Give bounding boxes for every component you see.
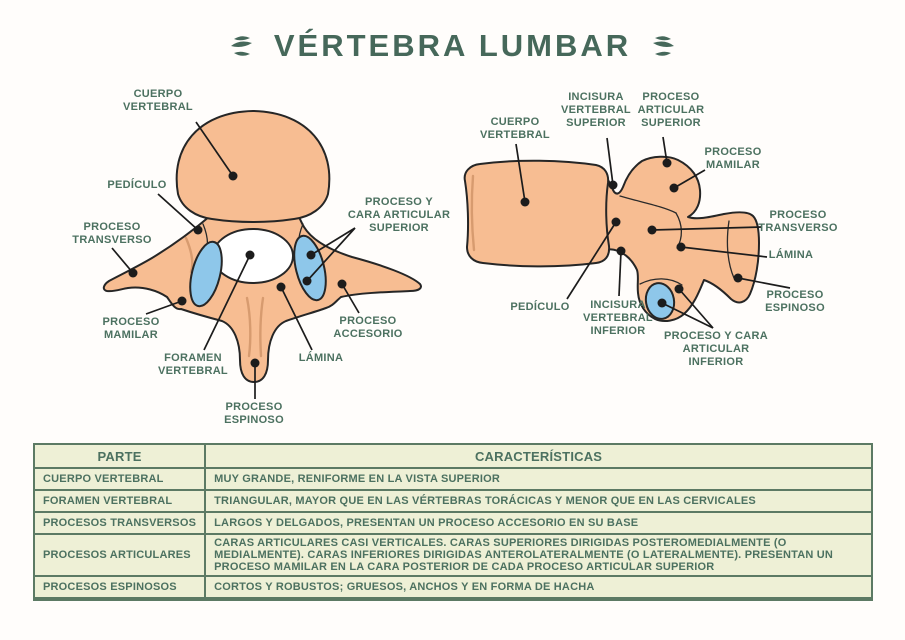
- page-title: VÉRTEBRA LUMBAR: [273, 28, 632, 63]
- label-cuerpo-vertebral-superior: CUERPO VERTEBRAL: [123, 88, 193, 114]
- label-lamina-superior: LÁMINA: [298, 352, 344, 364]
- label-proceso-mamilar-superior: PROCESO MAMILAR: [102, 316, 160, 342]
- table-row: PROCESOS ARTICULARES CARAS ARTICULARES CASI VERTICALES. CARAS SUPERIORES DIRIGIDAS POSTEROMEDIALMENTE (O MEDIALMENTE). CARAS INFERIORES DIRIGIDAS ANTEROLATERALMENTE (O LATERALMENTE). PRESENTAN UN PROCESO MAMILAR EN LA CARA POSTERIOR DE CADA PROCESO ARTICULAR SUPERIOR: [34, 534, 872, 576]
- characteristics-table: [33, 443, 873, 601]
- label-pediculo-superior: PEDÍCULO: [107, 179, 167, 191]
- label-proceso-articular-superior: PROCESO ARTICULAR SUPERIOR: [637, 91, 705, 130]
- label-proceso-accesorio: PROCESO ACCESORIO: [333, 315, 403, 341]
- label-incisura-vertebral-inferior: INCISURA VERTEBRAL INFERIOR: [583, 299, 653, 338]
- table-row: PROCESOS ESPINOSOS CORTOS Y ROBUSTOS; GRUESOS, ANCHOS Y EN FORMA DE HACHA: [34, 576, 872, 599]
- header-caracteristicas: CARACTERÍSTICAS: [205, 444, 872, 468]
- label-proceso-espinoso-superior: PROCESO ESPINOSO: [224, 401, 284, 427]
- table-row: CUERPO VERTEBRAL MUY GRANDE, RENIFORME EN LA VISTA SUPERIOR: [34, 468, 872, 490]
- label-proceso-espinoso-lateral: PROCESO ESPINOSO: [765, 289, 825, 315]
- table-row: PROCESOS TRANSVERSOS LARGOS Y DELGADOS, PRESENTAN UN PROCESO ACCESORIO EN SU BASE: [34, 512, 872, 534]
- label-proceso-transverso-superior: PROCESO TRANSVERSO: [72, 221, 152, 247]
- table-header-row: [34, 444, 872, 468]
- label-proceso-transverso-lateral: PROCESO TRANSVERSO: [758, 209, 838, 235]
- table-row: FORAMEN VERTEBRAL TRIANGULAR, MAYOR QUE EN LAS VÉRTEBRAS TORÁCICAS Y MENOR QUE EN LAS CERVICALES: [34, 490, 872, 512]
- label-lamina-lateral: LÁMINA: [768, 249, 814, 261]
- header-parte: PARTE: [34, 444, 205, 468]
- label-incisura-vertebral-superior: INCISURA VERTEBRAL SUPERIOR: [561, 91, 631, 130]
- label-proceso-cara-articular-inferior: PROCESO Y CARA ARTICULAR INFERIOR: [663, 330, 769, 369]
- label-proceso-cara-articular-superior: PROCESO Y CARA ARTICULAR SUPERIOR: [347, 196, 451, 235]
- vertebral-body-shape-lateral: [465, 161, 609, 267]
- label-foramen-vertebral: FORAMEN VERTEBRAL: [158, 352, 228, 378]
- label-pediculo-lateral: PEDÍCULO: [510, 301, 570, 313]
- label-proceso-mamilar-lateral: PROCESO MAMILAR: [704, 146, 762, 172]
- label-cuerpo-vertebral-lateral: CUERPO VERTEBRAL: [480, 116, 550, 142]
